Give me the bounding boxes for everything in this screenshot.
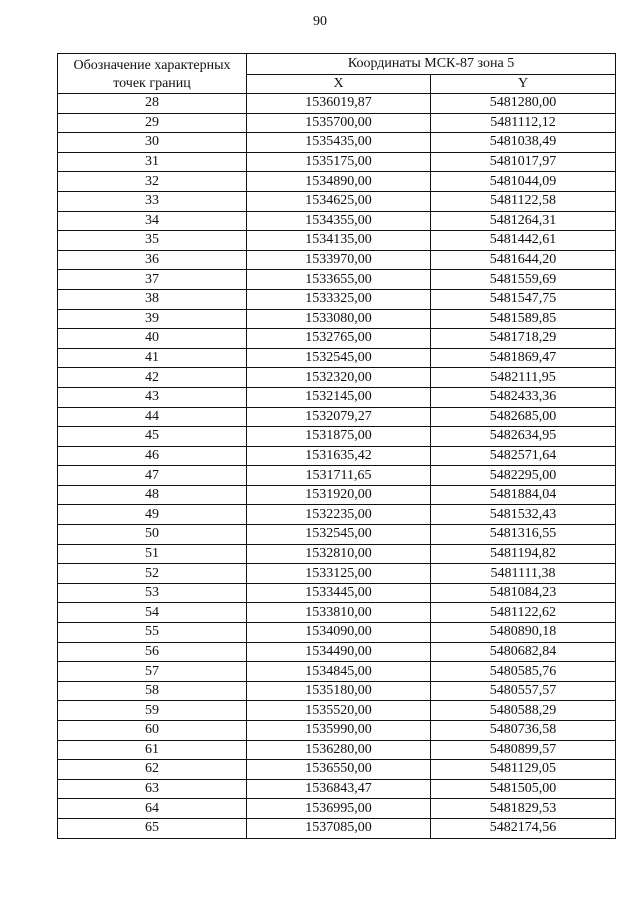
x-cell: 1532545,00 [247, 525, 431, 545]
point-cell: 31 [58, 152, 247, 172]
y-cell: 5481122,58 [431, 191, 616, 211]
y-cell: 5481316,55 [431, 525, 616, 545]
table-row [58, 564, 616, 584]
point-cell: 41 [58, 348, 247, 368]
y-cell: 5481884,04 [431, 485, 616, 505]
y-cell: 5481122,62 [431, 603, 616, 623]
point-header-line1: Обозначение характерных [73, 57, 231, 73]
table-row [58, 779, 616, 799]
point-cell: 32 [58, 172, 247, 192]
point-cell: 29 [58, 113, 247, 133]
x-cell: 1534355,00 [247, 211, 431, 231]
table-row [58, 387, 616, 407]
point-cell: 49 [58, 505, 247, 525]
table-row [58, 740, 616, 760]
point-cell: 62 [58, 760, 247, 780]
table-header [58, 54, 616, 94]
y-cell: 5482433,36 [431, 387, 616, 407]
table-row [58, 701, 616, 721]
x-cell: 1533125,00 [247, 564, 431, 584]
x-cell: 1533970,00 [247, 250, 431, 270]
point-cell: 55 [58, 623, 247, 643]
point-cell: 45 [58, 427, 247, 447]
table-row [58, 133, 616, 153]
x-cell: 1533325,00 [247, 289, 431, 309]
point-cell: 54 [58, 603, 247, 623]
table-row [58, 191, 616, 211]
y-cell: 5481829,53 [431, 799, 616, 819]
point-cell: 28 [58, 94, 247, 114]
y-cell: 5481194,82 [431, 544, 616, 564]
point-cell: 46 [58, 446, 247, 466]
table-row [58, 211, 616, 231]
x-cell: 1533655,00 [247, 270, 431, 290]
x-cell: 1536550,00 [247, 760, 431, 780]
y-cell: 5481111,38 [431, 564, 616, 584]
y-cell: 5481264,31 [431, 211, 616, 231]
x-column-header: X [247, 75, 431, 94]
table-row [58, 642, 616, 662]
x-cell: 1532545,00 [247, 348, 431, 368]
point-cell: 65 [58, 818, 247, 838]
table-row [58, 818, 616, 838]
table-row [58, 681, 616, 701]
table-row [58, 427, 616, 447]
table-row [58, 152, 616, 172]
coordinates-table [57, 53, 616, 839]
x-cell: 1535180,00 [247, 681, 431, 701]
x-cell: 1534090,00 [247, 623, 431, 643]
point-cell: 58 [58, 681, 247, 701]
table-row [58, 329, 616, 349]
point-cell: 35 [58, 231, 247, 251]
point-cell: 37 [58, 270, 247, 290]
x-cell: 1532235,00 [247, 505, 431, 525]
y-cell: 5482111,95 [431, 368, 616, 388]
y-cell: 5480557,57 [431, 681, 616, 701]
y-cell: 5481532,43 [431, 505, 616, 525]
x-cell: 1534135,00 [247, 231, 431, 251]
y-cell: 5482571,64 [431, 446, 616, 466]
point-cell: 39 [58, 309, 247, 329]
table-row [58, 231, 616, 251]
y-cell: 5481084,23 [431, 583, 616, 603]
x-cell: 1536280,00 [247, 740, 431, 760]
x-cell: 1535175,00 [247, 152, 431, 172]
point-cell: 61 [58, 740, 247, 760]
x-cell: 1535520,00 [247, 701, 431, 721]
point-cell: 38 [58, 289, 247, 309]
x-cell: 1532145,00 [247, 387, 431, 407]
x-cell: 1532320,00 [247, 368, 431, 388]
y-cell: 5481718,29 [431, 329, 616, 349]
point-cell: 43 [58, 387, 247, 407]
x-cell: 1534845,00 [247, 662, 431, 682]
x-cell: 1535435,00 [247, 133, 431, 153]
point-cell: 36 [58, 250, 247, 270]
point-header-line2: точек границ [113, 75, 191, 91]
y-cell: 5482685,00 [431, 407, 616, 427]
y-cell: 5481547,75 [431, 289, 616, 309]
x-cell: 1531635,42 [247, 446, 431, 466]
y-cell: 5481044,09 [431, 172, 616, 192]
table-row [58, 94, 616, 114]
y-cell: 5481505,00 [431, 779, 616, 799]
x-cell: 1531875,00 [247, 427, 431, 447]
table-row [58, 544, 616, 564]
point-cell: 42 [58, 368, 247, 388]
point-cell: 33 [58, 191, 247, 211]
table-row [58, 270, 616, 290]
point-cell: 48 [58, 485, 247, 505]
point-cell: 44 [58, 407, 247, 427]
point-cell: 63 [58, 779, 247, 799]
x-cell: 1535700,00 [247, 113, 431, 133]
y-cell: 5480585,76 [431, 662, 616, 682]
y-cell: 5482634,95 [431, 427, 616, 447]
x-cell: 1534625,00 [247, 191, 431, 211]
point-cell: 56 [58, 642, 247, 662]
y-cell: 5480736,58 [431, 721, 616, 741]
table-row [58, 309, 616, 329]
x-cell: 1532765,00 [247, 329, 431, 349]
table-row [58, 799, 616, 819]
point-cell: 34 [58, 211, 247, 231]
point-cell: 51 [58, 544, 247, 564]
point-cell: 59 [58, 701, 247, 721]
table-row [58, 603, 616, 623]
table-row [58, 250, 616, 270]
y-column-header: Y [431, 75, 616, 94]
table-row [58, 446, 616, 466]
point-cell: 52 [58, 564, 247, 584]
x-cell: 1534490,00 [247, 642, 431, 662]
table-body [58, 94, 616, 839]
y-cell: 5480588,29 [431, 701, 616, 721]
x-cell: 1536843,47 [247, 779, 431, 799]
x-cell: 1533080,00 [247, 309, 431, 329]
table-row [58, 721, 616, 741]
y-cell: 5481442,61 [431, 231, 616, 251]
table-row [58, 525, 616, 545]
x-cell: 1535990,00 [247, 721, 431, 741]
coordinates-header: Координаты МСК-87 зона 5 [247, 54, 616, 75]
x-cell: 1534890,00 [247, 172, 431, 192]
table-row [58, 466, 616, 486]
y-cell: 5481589,85 [431, 309, 616, 329]
y-cell: 5480682,84 [431, 642, 616, 662]
point-cell: 40 [58, 329, 247, 349]
point-cell: 53 [58, 583, 247, 603]
table-row [58, 113, 616, 133]
x-cell: 1532079,27 [247, 407, 431, 427]
table-row [58, 407, 616, 427]
x-cell: 1531711,65 [247, 466, 431, 486]
y-cell: 5481038,49 [431, 133, 616, 153]
table-row [58, 368, 616, 388]
point-cell: 30 [58, 133, 247, 153]
page-number: 90 [313, 14, 327, 29]
y-cell: 5481112,12 [431, 113, 616, 133]
y-cell: 5481129,05 [431, 760, 616, 780]
y-cell: 5481644,20 [431, 250, 616, 270]
table-row [58, 583, 616, 603]
y-cell: 5481559,69 [431, 270, 616, 290]
table-row [58, 348, 616, 368]
y-cell: 5481017,97 [431, 152, 616, 172]
table-row [58, 662, 616, 682]
point-cell: 47 [58, 466, 247, 486]
y-cell: 5481869,47 [431, 348, 616, 368]
x-cell: 1537085,00 [247, 818, 431, 838]
x-cell: 1536019,87 [247, 94, 431, 114]
table-row [58, 760, 616, 780]
point-cell: 64 [58, 799, 247, 819]
x-cell: 1531920,00 [247, 485, 431, 505]
table-row [58, 289, 616, 309]
point-cell: 57 [58, 662, 247, 682]
point-cell: 50 [58, 525, 247, 545]
x-cell: 1533810,00 [247, 603, 431, 623]
table-row [58, 485, 616, 505]
point-column-header [58, 54, 247, 94]
x-cell: 1533445,00 [247, 583, 431, 603]
table-row [58, 172, 616, 192]
y-cell: 5482174,56 [431, 818, 616, 838]
y-cell: 5481280,00 [431, 94, 616, 114]
point-cell: 60 [58, 721, 247, 741]
table-row [58, 505, 616, 525]
y-cell: 5480899,57 [431, 740, 616, 760]
x-cell: 1532810,00 [247, 544, 431, 564]
y-cell: 5480890,18 [431, 623, 616, 643]
x-cell: 1536995,00 [247, 799, 431, 819]
y-cell: 5482295,00 [431, 466, 616, 486]
table-row [58, 623, 616, 643]
